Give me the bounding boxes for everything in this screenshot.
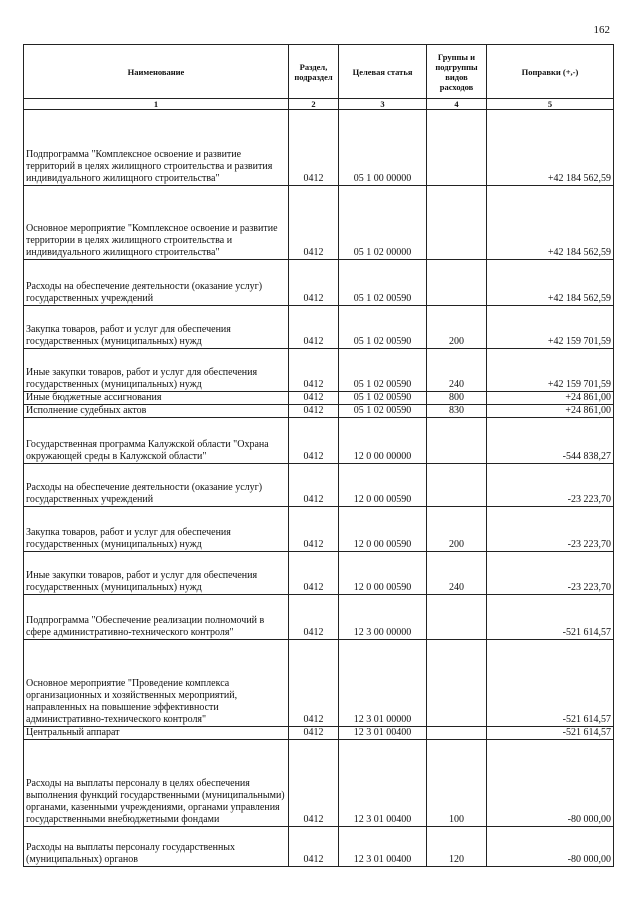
row-amount: -23 223,70 <box>487 507 614 552</box>
row-group <box>427 110 487 186</box>
table-row <box>24 464 614 507</box>
row-group: 120 <box>427 827 487 867</box>
row-target: 12 3 01 00400 <box>339 740 427 827</box>
row-target: 05 1 02 00590 <box>339 405 427 418</box>
row-section: 0412 <box>289 507 339 552</box>
table-header-row <box>24 45 614 99</box>
row-target: 05 1 00 00000 <box>339 110 427 186</box>
row-group: 200 <box>427 507 487 552</box>
row-group: 200 <box>427 306 487 349</box>
table-row <box>24 405 614 418</box>
table-row <box>24 392 614 405</box>
row-amount: +42 159 701,59 <box>487 349 614 392</box>
row-group: 800 <box>427 392 487 405</box>
row-name: Закупка товаров, работ и услуг для обеспечения государственных (муниципальных) нужд <box>24 507 289 552</box>
row-section: 0412 <box>289 740 339 827</box>
table-row <box>24 740 614 827</box>
table-row <box>24 186 614 260</box>
row-section: 0412 <box>289 392 339 405</box>
row-name: Расходы на обеспечение деятельности (оказание услуг) государственных учреждений <box>24 260 289 306</box>
row-name: Иные закупки товаров, работ и услуг для обеспечения государственных (муниципальных) нужд <box>24 349 289 392</box>
column-number-row <box>24 99 614 110</box>
header-target: Целевая статья <box>339 45 427 99</box>
row-amount: -80 000,00 <box>487 740 614 827</box>
row-target: 12 3 00 00000 <box>339 595 427 640</box>
row-group <box>427 260 487 306</box>
row-target: 05 1 02 00000 <box>339 186 427 260</box>
row-group: 100 <box>427 740 487 827</box>
row-target: 05 1 02 00590 <box>339 260 427 306</box>
row-target: 12 0 00 00000 <box>339 418 427 464</box>
table-row <box>24 552 614 595</box>
row-amount: +42 184 562,59 <box>487 260 614 306</box>
row-group <box>427 464 487 507</box>
row-name: Центральный аппарат <box>24 727 289 740</box>
row-name: Иные бюджетные ассигнования <box>24 392 289 405</box>
row-amount: -80 000,00 <box>487 827 614 867</box>
row-name: Расходы на выплаты персоналу государственных (муниципальных) органов <box>24 827 289 867</box>
row-target: 05 1 02 00590 <box>339 349 427 392</box>
column-number: 1 <box>24 99 289 110</box>
row-name: Закупка товаров, работ и услуг для обеспечения государственных (муниципальных) нужд <box>24 306 289 349</box>
row-section: 0412 <box>289 306 339 349</box>
table-row <box>24 306 614 349</box>
row-name: Подпрограмма "Обеспечение реализации полномочий в сфере административно-технического контроля" <box>24 595 289 640</box>
row-name: Основное мероприятие "Проведение комплекса организационных и хозяйственных мероприятий, направленных на повышение эффективности административно-технического контроля" <box>24 640 289 727</box>
row-name: Исполнение судебных актов <box>24 405 289 418</box>
row-amount: +42 184 562,59 <box>487 110 614 186</box>
header-name: Наименование <box>24 45 289 99</box>
row-target: 12 3 01 00400 <box>339 827 427 867</box>
row-name: Расходы на обеспечение деятельности (оказание услуг) государственных учреждений <box>24 464 289 507</box>
table-row <box>24 260 614 306</box>
row-name: Расходы на выплаты персоналу в целях обеспечения выполнения функций государственными (муниципальными) органами, казенными учреждениями, органами управления государственными внебюджетными фондами <box>24 740 289 827</box>
row-group: 240 <box>427 552 487 595</box>
row-amount: -544 838,27 <box>487 418 614 464</box>
row-group: 240 <box>427 349 487 392</box>
row-target: 12 0 00 00590 <box>339 552 427 595</box>
row-name: Основное мероприятие "Комплексное освоение и развитие территории в целях жилищного строительства и индивидуального жилищного строительства" <box>24 186 289 260</box>
row-section: 0412 <box>289 464 339 507</box>
table-row <box>24 349 614 392</box>
row-amount: -521 614,57 <box>487 595 614 640</box>
table-row <box>24 110 614 186</box>
row-amount: +24 861,00 <box>487 392 614 405</box>
row-section: 0412 <box>289 110 339 186</box>
column-number: 2 <box>289 99 339 110</box>
row-section: 0412 <box>289 727 339 740</box>
row-group <box>427 640 487 727</box>
row-section: 0412 <box>289 418 339 464</box>
table-row <box>24 418 614 464</box>
page-number: 162 <box>593 24 610 36</box>
row-section: 0412 <box>289 640 339 727</box>
row-section: 0412 <box>289 260 339 306</box>
row-group <box>427 727 487 740</box>
row-amount: +24 861,00 <box>487 405 614 418</box>
table-row <box>24 595 614 640</box>
row-section: 0412 <box>289 552 339 595</box>
row-section: 0412 <box>289 827 339 867</box>
row-target: 12 3 01 00000 <box>339 640 427 727</box>
row-amount: +42 184 562,59 <box>487 186 614 260</box>
header-groups: Группы и подгруппы видов расходов <box>427 45 487 99</box>
table-row <box>24 507 614 552</box>
row-amount: +42 159 701,59 <box>487 306 614 349</box>
header-section: Раздел, подраздел <box>289 45 339 99</box>
row-group <box>427 418 487 464</box>
row-section: 0412 <box>289 405 339 418</box>
row-amount: -23 223,70 <box>487 464 614 507</box>
row-section: 0412 <box>289 595 339 640</box>
row-name: Государственная программа Калужской области "Охрана окружающей среды в Калужской области" <box>24 418 289 464</box>
row-group <box>427 186 487 260</box>
row-section: 0412 <box>289 186 339 260</box>
header-amendments: Поправки (+,-) <box>487 45 614 99</box>
column-number: 4 <box>427 99 487 110</box>
row-target: 12 0 00 00590 <box>339 464 427 507</box>
row-target: 05 1 02 00590 <box>339 392 427 405</box>
table-row <box>24 827 614 867</box>
row-name: Иные закупки товаров, работ и услуг для обеспечения государственных (муниципальных) нужд <box>24 552 289 595</box>
table-row <box>24 727 614 740</box>
column-number: 3 <box>339 99 427 110</box>
row-target: 12 0 00 00590 <box>339 507 427 552</box>
row-name: Подпрограмма "Комплексное освоение и развитие территорий в целях жилищного строительства и развития индивидуального жилищного строительства" <box>24 110 289 186</box>
row-group: 830 <box>427 405 487 418</box>
table-row <box>24 640 614 727</box>
row-amount: -521 614,57 <box>487 727 614 740</box>
row-amount: -521 614,57 <box>487 640 614 727</box>
column-number: 5 <box>487 99 614 110</box>
row-target: 05 1 02 00590 <box>339 306 427 349</box>
row-group <box>427 595 487 640</box>
row-section: 0412 <box>289 349 339 392</box>
row-target: 12 3 01 00400 <box>339 727 427 740</box>
row-amount: -23 223,70 <box>487 552 614 595</box>
budget-table <box>23 44 614 867</box>
